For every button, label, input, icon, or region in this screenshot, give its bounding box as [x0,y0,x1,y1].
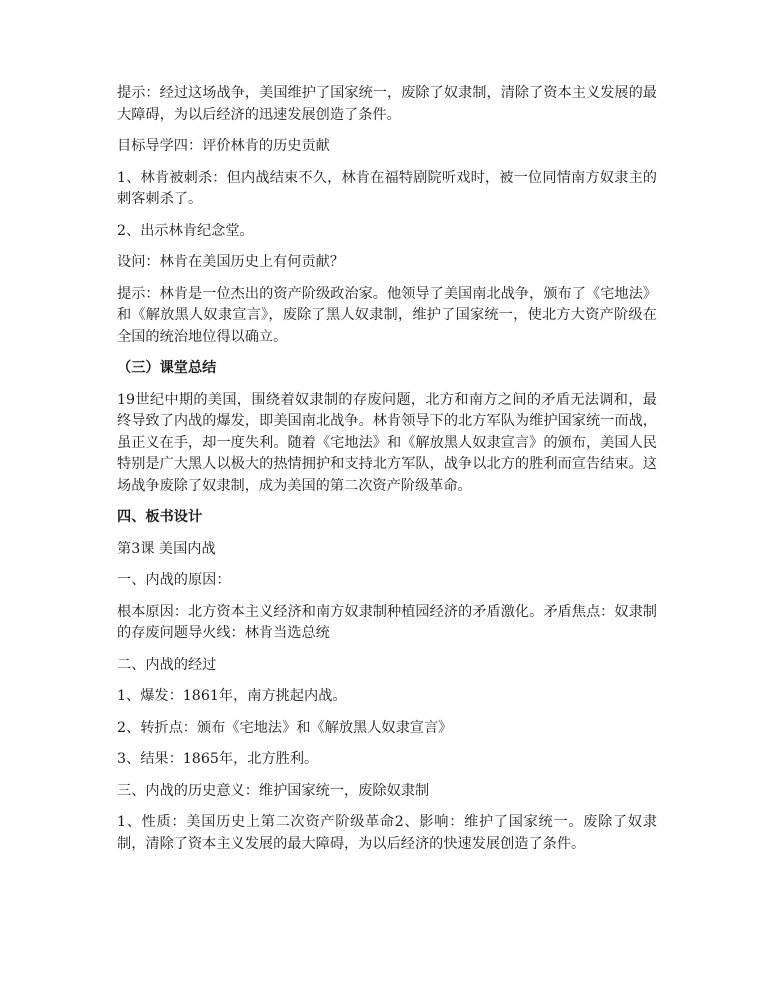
hint-paragraph: 提示：经过这场战争，美国维护了国家统一，废除了奴隶制，清除了资本主义发展的最大障碍，为以后经济的迅速发展创造了条件。 [117,85,657,123]
course-outbreak: 1、爆发：1861年，南方挑起内战。 [117,688,347,704]
lincoln-contribution-paragraph: 提示：林肯是一位杰出的资产阶级政治家。他领导了美国南北战争，颁布了《宅地法》和《解放黑人奴隶宣言》，废除了黑人奴隶制，维护了国家统一，使北方大资产阶级在全国的统治地位得以确立。 [117,285,657,345]
root-cause-paragraph: 根本原因：北方资本主义经济和南方奴隶制种植园经济的矛盾激化。矛盾焦点：奴隶制的存废问题导火线：林肯当选总统 [117,603,657,641]
course-turning-point: 2、转折点：颁布《宅地法》和《解放黑人奴隶宣言》 [117,719,453,736]
section-causes: 一、内战的原因： [117,572,231,588]
course-result: 3、结果：1865年，北方胜利。 [117,751,319,767]
section-significance: 三、内战的历史意义：维护国家统一，废除奴隶制 [117,782,430,799]
lincoln-assassination-paragraph: 1、林肯被刺杀：但内战结束不久，林肯在福特剧院听戏时，被一位同情南方奴隶主的刺客刺杀了。 [117,169,657,207]
lincoln-memorial-paragraph: 2、出示林肯纪念堂。 [117,222,254,239]
lesson-title: 第3课 美国内战 [117,540,216,557]
question-paragraph: 设问：林肯在美国历史上有何贡献？ [117,254,345,270]
summary-paragraph: 19世纪中期的美国，围绕着奴隶制的存废问题，北方和南方之间的矛盾无法调和，最终导致了内战的爆发，即美国南北战争。林肯领导下的北方军队为维护国家统一而战，虽正义在手，却一度失利。随着《宅地法》和《解放黑人奴隶宣言》的颁布，美国人民特别是广大黑人以极大的热情拥护和支持北方军队，战争以北方的胜利而宣告结束。这场战争废除了奴隶制，成为美国的第二次资产阶级革命。 [117,391,657,494]
section-course: 二、内战的经过 [117,656,217,673]
significance-paragraph: 1、性质：美国历史上第二次资产阶级革命2、影响：维护了国家统一。废除了奴隶制，清除了资本主义发展的最大障碍，为以后经济的快速发展创造了条件。 [117,814,657,852]
class-summary-heading: （三）课堂总结 [117,360,217,376]
board-design-heading: 四、板书设计 [117,509,203,525]
learning-goal-four: 目标导学四：评价林肯的历史贡献 [117,138,330,154]
document-page [117,83,657,865]
